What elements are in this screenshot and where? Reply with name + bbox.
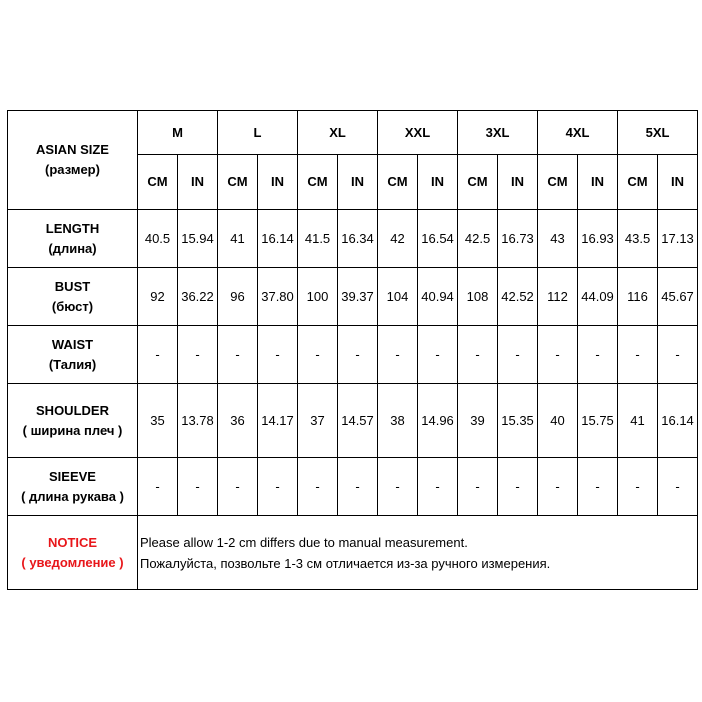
value-cell: 35 [138, 384, 178, 458]
value-cell: 104 [378, 268, 418, 326]
value-cell: 42.52 [498, 268, 538, 326]
shoulder-label-ru: ( ширина плеч ) [22, 422, 123, 438]
size-header-row [8, 111, 698, 155]
size-l-header: L [218, 111, 298, 155]
size-xxl-header: XXL [378, 111, 458, 155]
value-cell: - [378, 326, 418, 384]
value-cell: 38 [378, 384, 418, 458]
value-cell: 16.93 [578, 210, 618, 268]
value-cell: 16.14 [258, 210, 298, 268]
value-cell: 116 [618, 268, 658, 326]
unit-cm-header: CM [298, 155, 338, 210]
value-cell: 42.5 [458, 210, 498, 268]
value-cell: 43.5 [618, 210, 658, 268]
row-label [8, 384, 138, 458]
value-cell: - [338, 458, 378, 516]
unit-cm-header: CM [218, 155, 258, 210]
value-cell: - [258, 326, 298, 384]
waist-label-en: WAIST [51, 336, 94, 352]
notice-text-ru: Пожалуйста, позвольте 1-3 см отличается из-за ручного измерения. [140, 555, 551, 571]
unit-in-header: IN [258, 155, 298, 210]
value-cell: 41.5 [298, 210, 338, 268]
value-cell: 15.75 [578, 384, 618, 458]
value-cell: 14.96 [418, 384, 458, 458]
size-chart-table [7, 110, 698, 590]
value-cell: 15.35 [498, 384, 538, 458]
value-cell: 112 [538, 268, 578, 326]
value-cell: 16.73 [498, 210, 538, 268]
value-cell: 16.34 [338, 210, 378, 268]
notice-label-en: NOTICE [47, 534, 98, 550]
asian-size-label [8, 111, 138, 210]
value-cell: 100 [298, 268, 338, 326]
value-cell: - [458, 458, 498, 516]
value-cell: - [498, 458, 538, 516]
size-5xl-header: 5XL [618, 111, 698, 155]
value-cell: 43 [538, 210, 578, 268]
value-cell: 108 [458, 268, 498, 326]
unit-cm-header: CM [378, 155, 418, 210]
value-cell: - [338, 326, 378, 384]
bust-label-en: BUST [54, 278, 91, 294]
row-label [8, 210, 138, 268]
size-xl-header: XL [298, 111, 378, 155]
notice-row [8, 516, 698, 590]
value-cell: 37.80 [258, 268, 298, 326]
value-cell: 36 [218, 384, 258, 458]
value-cell: - [178, 458, 218, 516]
value-cell: - [178, 326, 218, 384]
asian-size-label-en: ASIAN SIZE [36, 142, 109, 157]
size-4xl-header: 4XL [538, 111, 618, 155]
value-cell: - [298, 326, 338, 384]
value-cell: 44.09 [578, 268, 618, 326]
value-cell: - [578, 326, 618, 384]
sleeve-row [8, 458, 698, 516]
notice-label [8, 516, 138, 590]
bust-label-ru: (бюст) [51, 298, 94, 314]
waist-label-ru: (Талия) [48, 356, 97, 372]
unit-cm-header: CM [138, 155, 178, 210]
value-cell: - [298, 458, 338, 516]
value-cell: - [138, 326, 178, 384]
unit-in-header: IN [338, 155, 378, 210]
value-cell: 15.94 [178, 210, 218, 268]
value-cell: - [498, 326, 538, 384]
length-row [8, 210, 698, 268]
value-cell: 96 [218, 268, 258, 326]
unit-cm-header: CM [458, 155, 498, 210]
value-cell: 41 [218, 210, 258, 268]
unit-cm-header: CM [618, 155, 658, 210]
unit-cm-header: CM [538, 155, 578, 210]
unit-in-header: IN [178, 155, 218, 210]
value-cell: - [218, 326, 258, 384]
unit-in-header: IN [658, 155, 698, 210]
value-cell: 92 [138, 268, 178, 326]
value-cell: 37 [298, 384, 338, 458]
value-cell: - [618, 458, 658, 516]
value-cell: 13.78 [178, 384, 218, 458]
size-chart-body [8, 111, 698, 590]
shoulder-row [8, 384, 698, 458]
value-cell: - [538, 458, 578, 516]
size-m-header: M [138, 111, 218, 155]
value-cell: 40.94 [418, 268, 458, 326]
value-cell: - [538, 326, 578, 384]
value-cell: - [258, 458, 298, 516]
value-cell: 14.17 [258, 384, 298, 458]
waist-row [8, 326, 698, 384]
shoulder-label-en: SHOULDER [36, 402, 109, 418]
value-cell: - [658, 326, 698, 384]
row-label [8, 268, 138, 326]
size-3xl-header: 3XL [458, 111, 538, 155]
value-cell: 41 [618, 384, 658, 458]
unit-in-header: IN [418, 155, 458, 210]
row-label [8, 326, 138, 384]
bust-row [8, 268, 698, 326]
notice-label-ru: ( уведомление ) [21, 554, 124, 570]
value-cell: - [418, 326, 458, 384]
row-label [8, 458, 138, 516]
length-label-ru: (длина) [48, 240, 97, 256]
notice-text-en: Please allow 1-2 cm differs due to manual measurement. [140, 534, 468, 550]
value-cell: 40.5 [138, 210, 178, 268]
length-label-en: LENGTH [45, 220, 100, 236]
value-cell: 16.14 [658, 384, 698, 458]
value-cell: - [138, 458, 178, 516]
value-cell: - [418, 458, 458, 516]
value-cell: - [458, 326, 498, 384]
asian-size-label-ru: (размер) [45, 162, 100, 177]
value-cell: - [658, 458, 698, 516]
value-cell: - [378, 458, 418, 516]
value-cell: 39.37 [338, 268, 378, 326]
value-cell: 36.22 [178, 268, 218, 326]
value-cell: 17.13 [658, 210, 698, 268]
value-cell: 40 [538, 384, 578, 458]
sleeve-label-en: SIEEVE [49, 468, 96, 484]
value-cell: 16.54 [418, 210, 458, 268]
value-cell: 42 [378, 210, 418, 268]
notice-text [138, 516, 698, 590]
value-cell: 39 [458, 384, 498, 458]
value-cell: 14.57 [338, 384, 378, 458]
value-cell: - [578, 458, 618, 516]
unit-in-header: IN [578, 155, 618, 210]
value-cell: 45.67 [658, 268, 698, 326]
value-cell: - [218, 458, 258, 516]
value-cell: - [618, 326, 658, 384]
unit-in-header: IN [498, 155, 538, 210]
sleeve-label-ru: ( длина рукава ) [21, 488, 124, 504]
